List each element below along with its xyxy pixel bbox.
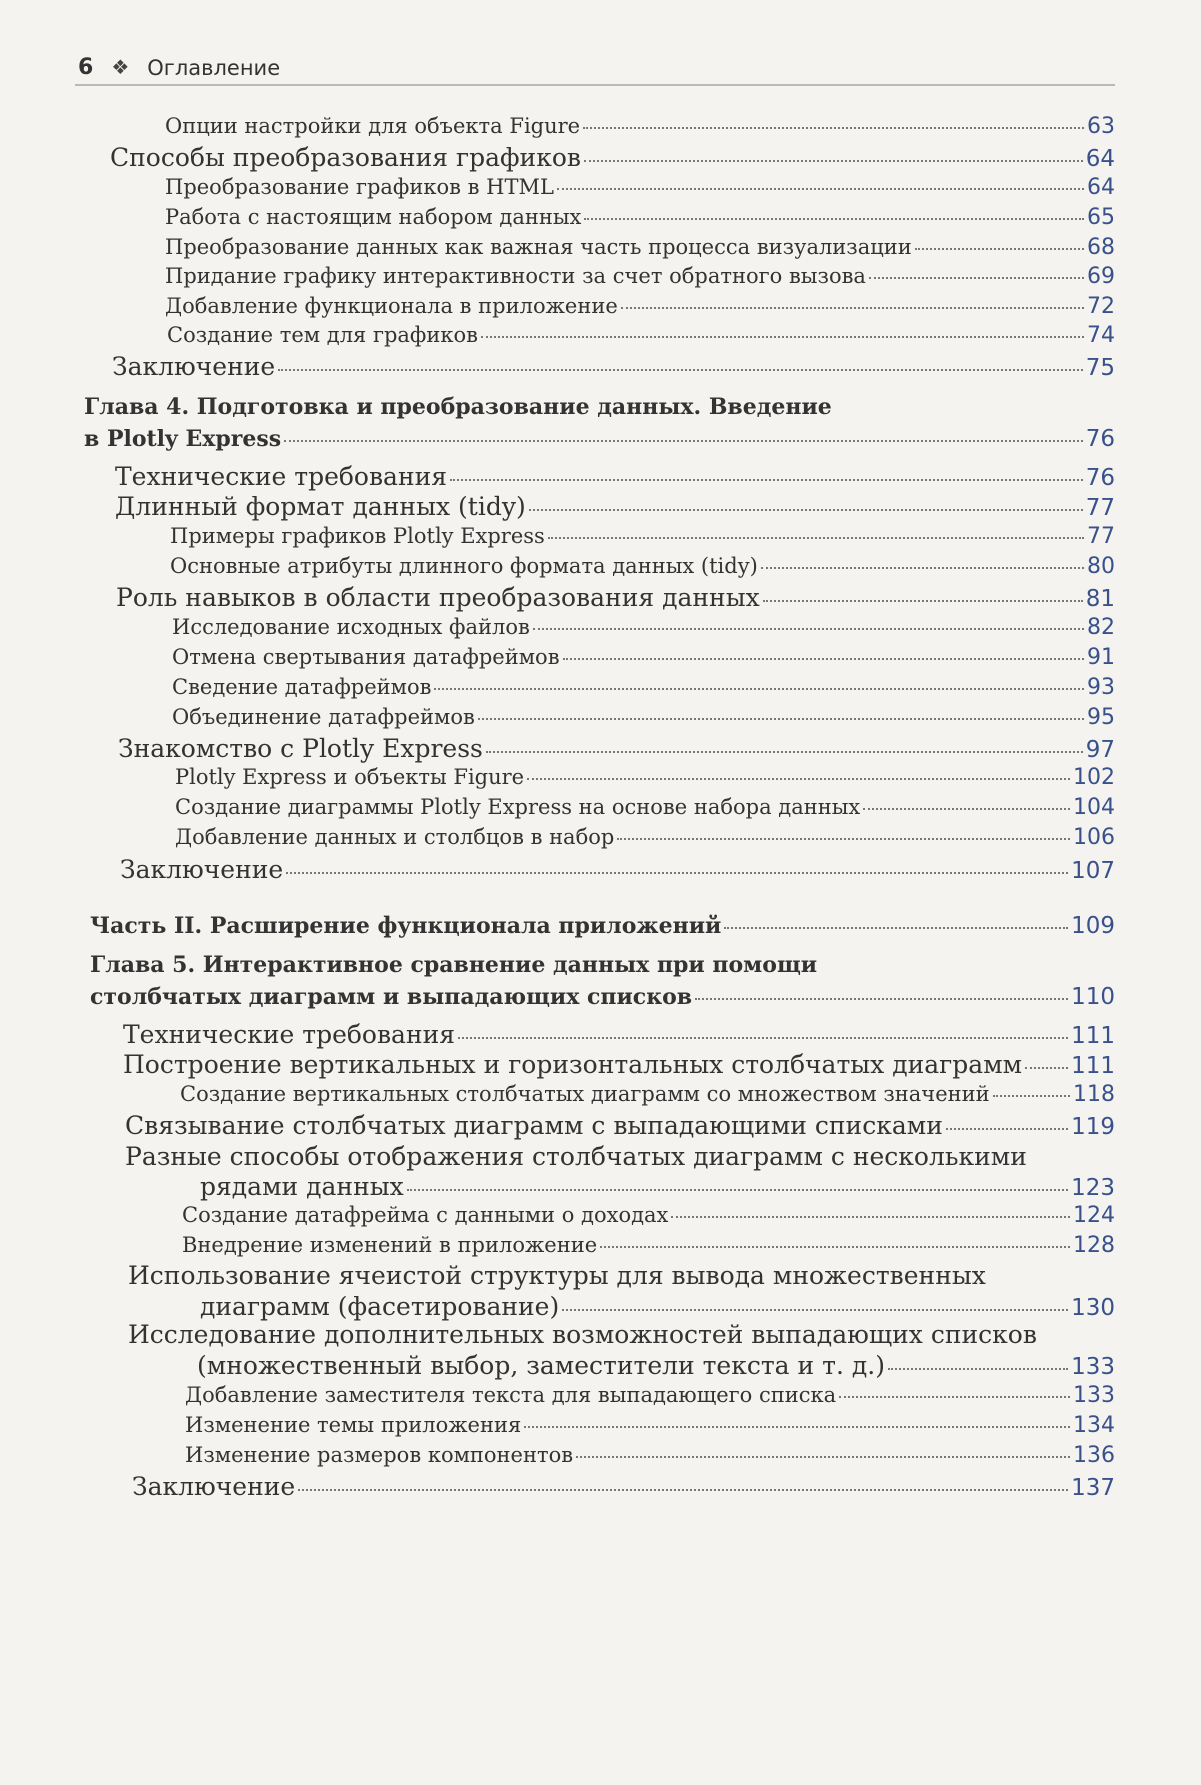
toc-entry[interactable] (165, 264, 1115, 289)
toc-entry[interactable] (115, 462, 1115, 491)
toc-entry-page: 133 (1071, 1354, 1115, 1380)
toc-entry-page: 107 (1071, 858, 1115, 884)
leader-dots (557, 188, 1084, 190)
leader-dots (298, 1489, 1068, 1491)
toc-entry[interactable] (123, 1020, 1115, 1049)
toc-entry-title: Заключение (120, 855, 284, 884)
toc-entry[interactable] (165, 294, 1115, 319)
toc-entry-page: 118 (1073, 1082, 1115, 1107)
toc-entry-page: 69 (1087, 264, 1115, 289)
toc-entry-page: 119 (1071, 1114, 1115, 1140)
toc-entry-title: Создание тем для графиков (167, 323, 478, 347)
toc-entry[interactable] (165, 114, 1115, 139)
leader-dots (584, 160, 1083, 162)
toc-entry-page: 64 (1087, 175, 1115, 200)
toc-entry-title: Преобразование данных как важная часть процесса визуализации (165, 235, 912, 259)
toc-entry-title: Основные атрибуты длинного формата данных (tidy) (170, 554, 758, 578)
toc-entry-page: 75 (1085, 355, 1115, 381)
toc-entry[interactable] (172, 645, 1115, 670)
leader-dots (695, 998, 1068, 1000)
leader-dots (600, 1246, 1070, 1248)
toc-entry[interactable] (200, 1172, 1115, 1201)
toc-entry-page: 95 (1087, 705, 1115, 730)
toc-entry[interactable] (175, 825, 1115, 850)
toc-entry[interactable] (118, 734, 1115, 763)
toc-entry-page: 68 (1087, 235, 1115, 260)
leader-dots (621, 307, 1084, 309)
toc-entry-title: Связывание столбчатых диаграмм с выпадающими списками (125, 1111, 943, 1140)
toc-entry[interactable] (112, 352, 1115, 381)
toc-entry-page: 77 (1087, 524, 1115, 549)
part-heading[interactable] (90, 913, 1115, 939)
toc-entry-page: 64 (1085, 146, 1115, 172)
toc-entry-title: Опции настройки для объекта Figure (165, 114, 581, 138)
leader-dots (869, 277, 1084, 279)
toc-entry-page: 76 (1085, 465, 1115, 491)
toc-entry[interactable] (170, 554, 1115, 579)
toc-entry[interactable] (172, 615, 1115, 640)
leader-dots (863, 808, 1070, 810)
toc-entry[interactable] (132, 1472, 1115, 1501)
leader-dots (548, 537, 1084, 539)
toc-entry-page: 128 (1073, 1233, 1115, 1258)
toc-entry-title: диаграмм (фасетирование) (200, 1292, 560, 1321)
toc-entry[interactable] (125, 1111, 1115, 1140)
toc-entry-title: Исследование исходных файлов (172, 615, 530, 639)
part-title: Часть II. Расширение функционала приложений (90, 913, 722, 939)
leader-dots (576, 1456, 1070, 1458)
toc-entry-title: Знакомство с Plotly Express (118, 734, 483, 763)
toc-entry-page: 97 (1085, 737, 1115, 763)
toc-entry-title: Преобразование графиков в HTML (165, 175, 554, 199)
toc-entry[interactable] (90, 984, 1115, 1010)
leader-dots (761, 567, 1084, 569)
toc-entry-title: Plotly Express и объекты Figure (175, 765, 525, 789)
toc-entry-title: Длинный формат данных (tidy) (115, 492, 526, 521)
leader-dots (286, 872, 1068, 874)
leader-dots (617, 838, 1070, 840)
toc-entry-page: 110 (1071, 984, 1115, 1010)
leader-dots (478, 718, 1084, 720)
toc-entry-title: Добавление функционала в приложение (165, 294, 618, 318)
leader-dots (584, 218, 1084, 220)
toc-entry-page: 137 (1071, 1475, 1115, 1501)
leader-dots (529, 509, 1083, 511)
toc-entry-title: Построение вертикальных и горизонтальных столбчатых диаграмм (123, 1050, 1023, 1079)
leader-dots (434, 688, 1084, 690)
leader-dots (450, 479, 1083, 481)
toc-entry-title: Сведение датафреймов (172, 675, 432, 699)
toc-entry[interactable] (123, 1050, 1115, 1079)
toc-entry-page: 134 (1073, 1413, 1115, 1438)
toc-entry[interactable] (197, 1351, 1115, 1380)
toc-entry-page: 106 (1073, 825, 1115, 850)
leader-dots (458, 1037, 1068, 1039)
toc-entry[interactable] (120, 855, 1115, 884)
chapter-title: Глава 4. Подготовка и преобразование данных. Введение (84, 394, 832, 420)
toc-entry-page: 109 (1071, 913, 1115, 939)
toc-entry-title: Придание графику интерактивности за счет обратного вызова (165, 264, 866, 288)
running-title: Оглавление (147, 56, 281, 80)
toc-entry-title: Создание диаграммы Plotly Express на основе набора данных (175, 795, 861, 819)
toc-entry[interactable] (128, 1261, 1115, 1290)
toc-entry[interactable] (167, 323, 1115, 348)
toc-entry-title: Объединение датафреймов (172, 705, 475, 729)
toc-entry[interactable] (182, 1203, 1115, 1228)
leader-dots (763, 600, 1083, 602)
toc-entry[interactable] (116, 583, 1115, 612)
toc-entry[interactable] (165, 235, 1115, 260)
leader-dots (1025, 1067, 1068, 1069)
toc-entry-page: 123 (1071, 1175, 1115, 1201)
toc-entry[interactable] (200, 1292, 1115, 1321)
toc-entry-page: 124 (1073, 1203, 1115, 1228)
toc-entry[interactable] (185, 1383, 1115, 1408)
page-number: 6 (78, 55, 94, 80)
toc-entry-title: Отмена свертывания датафреймов (172, 645, 560, 669)
toc-entry-title: столбчатых диаграмм и выпадающих списков (90, 984, 693, 1010)
toc-entry-title: Способы преобразования графиков (110, 143, 581, 172)
toc-entry-page: 82 (1087, 615, 1115, 640)
toc-entry-page: 91 (1087, 645, 1115, 670)
chapter-title: Глава 5. Интерактивное сравнение данных при помощи (90, 952, 818, 978)
chapter-heading[interactable] (90, 952, 1115, 978)
leader-dots (524, 1426, 1070, 1428)
toc-entry-title: в Plotly Express (84, 426, 282, 452)
toc-entry[interactable] (84, 426, 1115, 452)
toc-entry[interactable] (180, 1082, 1115, 1107)
leader-dots (671, 1216, 1070, 1218)
leader-dots (481, 336, 1084, 338)
toc-entry[interactable] (165, 175, 1115, 200)
toc-entry[interactable] (182, 1233, 1115, 1258)
toc-entry-title: Добавление заместителя текста для выпадающего списка (185, 1383, 837, 1407)
toc-entry[interactable] (165, 205, 1115, 230)
toc-entry[interactable] (175, 765, 1115, 790)
toc-entry-title: Технические требования (123, 1020, 456, 1049)
leader-dots (888, 1368, 1068, 1370)
toc-entry-title: Примеры графиков Plotly Express (170, 524, 545, 548)
toc-entry-page: 111 (1071, 1023, 1115, 1049)
leader-dots (993, 1095, 1070, 1097)
leader-dots (915, 248, 1084, 250)
leader-dots (527, 778, 1070, 780)
toc-entry-page: 72 (1087, 294, 1115, 319)
toc-entry-page: 77 (1085, 495, 1115, 521)
toc-entry-page: 111 (1071, 1053, 1115, 1079)
toc-entry-page: 102 (1073, 765, 1115, 790)
toc-entry[interactable] (170, 524, 1115, 549)
toc-entry-title: Заключение (132, 1472, 296, 1501)
toc-entry[interactable] (125, 1142, 1115, 1171)
toc-entry-page: 76 (1085, 426, 1115, 452)
toc-entry[interactable] (185, 1443, 1115, 1468)
toc-entry-page: 74 (1087, 323, 1115, 348)
toc-entry-title: (множественный выбор, заместители текста и т. д.) (197, 1351, 885, 1380)
toc-entry[interactable] (128, 1320, 1115, 1349)
toc-entry-page: 136 (1073, 1443, 1115, 1468)
toc-entry-page: 65 (1087, 205, 1115, 230)
toc-entry[interactable] (115, 492, 1115, 521)
toc-entry-title: Добавление данных и столбцов в набор (175, 825, 615, 849)
leader-dots (583, 127, 1084, 129)
toc-entry-page: 80 (1087, 554, 1115, 579)
leader-dots (278, 369, 1083, 371)
toc-entry-title: Технические требования (115, 462, 448, 491)
leader-dots (563, 658, 1084, 660)
toc-entry-page: 81 (1085, 586, 1115, 612)
toc-entry[interactable] (172, 705, 1115, 730)
leader-dots (562, 1309, 1068, 1311)
toc-entry-title: Создание датафрейма с данными о доходах (182, 1203, 669, 1227)
toc-entry-title: Изменение темы приложения (185, 1413, 522, 1437)
toc-entry-title: Работа с настоящим набором данных (165, 205, 582, 229)
toc-entry[interactable] (175, 795, 1115, 820)
toc-entry-title: Заключение (112, 352, 276, 381)
toc-entry-title: Исследование дополнительных возможностей выпадающих списков (128, 1320, 1037, 1349)
toc-entry[interactable] (185, 1413, 1115, 1438)
toc-entry-page: 133 (1073, 1383, 1115, 1408)
leader-dots (839, 1396, 1070, 1398)
toc-entry[interactable] (172, 675, 1115, 700)
toc-entry-title: Изменение размеров компонентов (185, 1443, 574, 1467)
toc-entry-page: 104 (1073, 795, 1115, 820)
toc-entry-page: 63 (1087, 114, 1115, 139)
toc-entry-title: Использование ячеистой структуры для вывода множественных (128, 1261, 986, 1290)
toc-entry-page: 93 (1087, 675, 1115, 700)
toc-entry-title: рядами данных (200, 1172, 404, 1201)
toc-entry-title: Создание вертикальных столбчатых диаграмм со множеством значений (180, 1082, 990, 1106)
leader-dots (533, 628, 1084, 630)
ornament-icon: ❖ (111, 55, 130, 79)
toc-entry-title: Разные способы отображения столбчатых диаграмм с несколькими (125, 1142, 1027, 1171)
leader-dots (724, 927, 1068, 929)
leader-dots (407, 1189, 1068, 1191)
toc-entry-title: Внедрение изменений в приложение (182, 1233, 598, 1257)
chapter-heading[interactable] (84, 394, 1115, 420)
toc-entry[interactable] (110, 143, 1115, 172)
toc-entry-title: Роль навыков в области преобразования данных (116, 583, 760, 612)
leader-dots (284, 440, 1083, 442)
leader-dots (486, 751, 1083, 753)
leader-dots (946, 1128, 1068, 1130)
toc-entry-page: 130 (1071, 1295, 1115, 1321)
